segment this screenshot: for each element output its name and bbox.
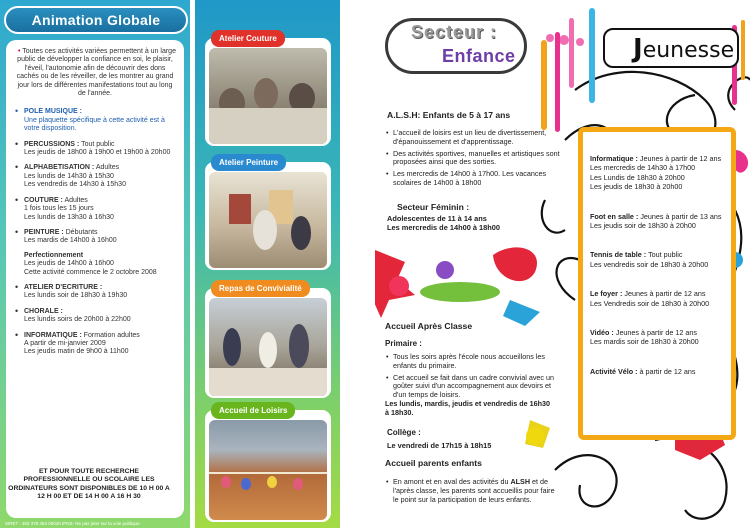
activity-schedule: Cette activité commence le 2 octobre 2008 bbox=[24, 268, 157, 276]
activity-item bbox=[14, 194, 176, 222]
photo-card-peinture bbox=[205, 158, 331, 270]
jeunesse-audience: à partir de 12 ans bbox=[639, 366, 696, 376]
jeunesse-audience: Jeunes à partir de 13 ans bbox=[640, 211, 722, 221]
activity-schedule: A partir de mi-janvier 2009 bbox=[24, 339, 106, 347]
repas-photo bbox=[209, 298, 327, 396]
jeunesse-item bbox=[590, 328, 725, 347]
intro-text: Toutes ces activités variées permettent à un large public de développer la confiance en soi, le plaisir, l'éveil, l'autonomie afin de découvrir des dons cachés ou de les réveiller, de les montrer au grand jour lors de différentes manifestations tout au long de l'année. bbox=[16, 48, 176, 98]
activity-schedule: Les vendredis de 14h30 à 15h30 bbox=[24, 181, 126, 189]
jeunesse-label: Le foyer : bbox=[590, 289, 623, 299]
list-item: • Des activités sportives, manuelles et artistiques sont proposées ainsi que des sorties. bbox=[385, 150, 563, 168]
parents-text: et de l'après classe, les parents sont accueillis pour faire le point sur la participation de leurs enfants. bbox=[393, 477, 555, 504]
activity-schedule: Une plaquette spécifique à cette activité est à votre disposition. bbox=[24, 116, 165, 133]
jeunesse-audience: Jeunes à partir de 12 ans bbox=[615, 328, 697, 338]
jeunesse-label: Tennis de table : bbox=[590, 250, 647, 260]
bullet-icon: • bbox=[15, 194, 19, 205]
jeunesse-schedule: Les Vendredis soir de 18h30 à 20h00 bbox=[590, 298, 710, 308]
jeunesse-audience: Jeunes à partir de 12 ans bbox=[624, 289, 706, 299]
activity-schedule: Les lundis soirs de 20h00 à 22h00 bbox=[24, 316, 131, 324]
secteur-page bbox=[375, 0, 750, 528]
activity-audience: Formation adultes bbox=[83, 331, 140, 339]
couture-photo bbox=[209, 48, 327, 144]
feminin-line: Les mercredis de 14h00 à 18h00 bbox=[387, 223, 500, 232]
list-item bbox=[385, 478, 557, 504]
activity-item bbox=[14, 226, 176, 277]
activity-item bbox=[14, 138, 176, 158]
activity-item bbox=[14, 329, 176, 357]
activity-sublevel: Perfectionnement bbox=[24, 251, 84, 259]
photo-label: Accueil de Loisirs bbox=[211, 402, 295, 419]
animation-globale-panel bbox=[0, 0, 190, 528]
bullet-icon: • bbox=[15, 106, 19, 117]
panel-title: Animation Globale bbox=[4, 6, 188, 34]
apres-classe-title: Accueil Après Classe bbox=[385, 321, 473, 331]
list-item: • Cet accueil se fait dans un cadre convivial avec un goûter suivi d'un accompagnement aux devoirs et d'un temps de loisirs. bbox=[385, 374, 555, 400]
panel-content bbox=[6, 40, 184, 518]
activity-audience: Débutants bbox=[65, 228, 98, 236]
jeunesse-rest: eunesse bbox=[642, 38, 735, 63]
jeunesse-audience: Jeunes à partir de 12 ans bbox=[639, 154, 722, 163]
activity-schedule: Les lundis soir de 18h30 à 19h30 bbox=[24, 292, 128, 300]
jeunesse-activities bbox=[578, 127, 736, 440]
jeunesse-item bbox=[590, 212, 725, 231]
activity-name: COUTURE : bbox=[24, 196, 63, 204]
intro-paragraph bbox=[14, 48, 176, 98]
feminin-text bbox=[387, 214, 547, 232]
list-item: • L'accueil de loisirs est un lieu de divertissement, d'épanouissement et d'apprentissage. bbox=[385, 129, 563, 147]
activity-name: INFORMATIQUE : bbox=[24, 331, 82, 339]
bullet-icon: • bbox=[18, 48, 21, 55]
activity-item bbox=[14, 164, 176, 189]
primaire-schedule: Les lundis, mardis, jeudis et vendredis de 16h30 à 18h30. bbox=[385, 398, 550, 417]
jeunesse-audience: Tout public bbox=[648, 250, 683, 260]
jeunesse-item bbox=[590, 289, 725, 308]
activity-name: POLE MUSIQUE : bbox=[24, 108, 82, 116]
photo-card-repas bbox=[205, 284, 331, 398]
jeunesse-schedule: Les jeudis de 18h30 à 20h00 bbox=[590, 182, 683, 192]
activity-schedule: Les lundis de 14h30 à 15h30 bbox=[24, 172, 114, 180]
jeunesse-schedule: Les vendredis soir de 18h30 à 20h00 bbox=[590, 259, 709, 269]
parents-bold: ALSH bbox=[510, 477, 531, 486]
activity-schedule: 1 fois tous les 15 jours bbox=[24, 205, 94, 213]
jeunesse-schedule: Les mardis soir de 18h30 à 20h00 bbox=[590, 337, 699, 347]
primaire-list bbox=[385, 350, 555, 418]
activity-schedule: Les lundis de 13h30 à 16h30 bbox=[24, 213, 114, 221]
activity-name: CHORALE : bbox=[24, 307, 63, 315]
activity-name: ALPHABETISATION : bbox=[24, 164, 95, 172]
jeunesse-label: Vidéo : bbox=[590, 328, 614, 338]
secteur-title: Secteur : bbox=[411, 22, 498, 42]
activity-item bbox=[14, 305, 176, 325]
photo-column bbox=[195, 0, 340, 528]
enfance-title: Enfance bbox=[442, 46, 516, 66]
jeunesse-label: Activité Vélo : bbox=[590, 366, 638, 376]
jeunesse-schedule: Les mercredis de 14h30 à 17h00 bbox=[590, 163, 696, 173]
jeunesse-item bbox=[590, 154, 725, 192]
feminin-line: Adolescentes de 11 à 14 ans bbox=[387, 214, 487, 223]
jeunesse-schedule: Les Lundis de 18h30 à 20h00 bbox=[590, 172, 685, 182]
activity-schedule: Les mardis de 14h00 à 16h00 bbox=[24, 237, 117, 245]
jeunesse-item bbox=[590, 367, 725, 376]
college-title: Collège : bbox=[387, 428, 421, 437]
bullet-icon: • bbox=[15, 138, 19, 149]
jeunesse-schedule: Les jeudis soir de 18h30 à 20h00 bbox=[590, 221, 696, 231]
activity-item bbox=[14, 108, 176, 133]
parents-list bbox=[385, 475, 557, 504]
bullet-icon: • bbox=[15, 226, 19, 237]
activity-schedule: Les jeudis de 14h00 à 16h00 bbox=[24, 260, 114, 268]
list-item: • Tous les soirs après l'école nous accueillons les enfants du primaire. bbox=[385, 353, 555, 371]
alsh-title: A.L.S.H: Enfants de 5 à 17 ans bbox=[387, 110, 511, 120]
photo-card-couture bbox=[205, 34, 331, 146]
bullet-icon: • bbox=[15, 329, 19, 340]
activity-schedule: Les jeudis matin de 9h00 à 11h00 bbox=[24, 348, 129, 356]
bullet-icon: • bbox=[15, 281, 19, 292]
activity-audience: Tout public bbox=[81, 140, 115, 148]
photo-card-loisirs bbox=[205, 406, 331, 522]
primaire-title: Primaire : bbox=[385, 339, 422, 348]
jeunesse-title bbox=[633, 34, 734, 64]
jeunesse-item bbox=[590, 250, 725, 269]
small-print: SIRET : 483 378 454 00020 IPNS- Ne pas jeter sur la voie publique. bbox=[5, 521, 141, 526]
parents-enfants-title: Accueil parents enfants bbox=[385, 458, 482, 468]
activity-audience: Adultes bbox=[95, 164, 120, 172]
peinture-photo bbox=[209, 172, 327, 268]
photo-label: Atelier Peinture bbox=[211, 154, 286, 171]
photo-label: Repas de Convivialité bbox=[211, 280, 310, 297]
activity-name: PERCUSSIONS : bbox=[24, 140, 80, 148]
parents-text: En amont et en aval des activités du bbox=[393, 477, 511, 486]
activity-name: ATELIER D'ECRITURE : bbox=[24, 283, 103, 291]
activity-name: PEINTURE : bbox=[24, 228, 64, 236]
list-item: • Les mercredis de 14h00 à 17h00. Les vacances scolaires de 14h00 à 18h00 bbox=[385, 170, 563, 188]
bullet-icon: • bbox=[15, 305, 19, 316]
photo-label: Atelier Couture bbox=[211, 30, 285, 47]
computers-note: ET POUR TOUTE RECHERCHE PROFESSIONNELLE OU SCOLAIRE LES ORDINATEURS SONT DISPONIBLES DE 10 H 00 A 12 H 00 ET DE 14 H 00 A 16 H 30 bbox=[8, 467, 170, 501]
activity-list bbox=[14, 108, 176, 356]
jeunesse-label: Informatique : bbox=[590, 154, 638, 163]
activity-audience: Adultes bbox=[64, 196, 88, 204]
activity-schedule: Les jeudis de 18h00 à 19h00 et 19h00 à 20h00 bbox=[24, 149, 171, 157]
jeunesse-label: Foot en salle : bbox=[590, 211, 639, 221]
jeunesse-initial: J bbox=[633, 34, 643, 64]
activity-item bbox=[14, 281, 176, 301]
loisirs-photo bbox=[209, 420, 327, 520]
alsh-list bbox=[385, 126, 563, 188]
college-text: Le vendredi de 17h15 à 18h15 bbox=[387, 441, 492, 450]
feminin-title: Secteur Féminin : bbox=[397, 202, 470, 212]
bullet-icon: • bbox=[15, 162, 19, 173]
